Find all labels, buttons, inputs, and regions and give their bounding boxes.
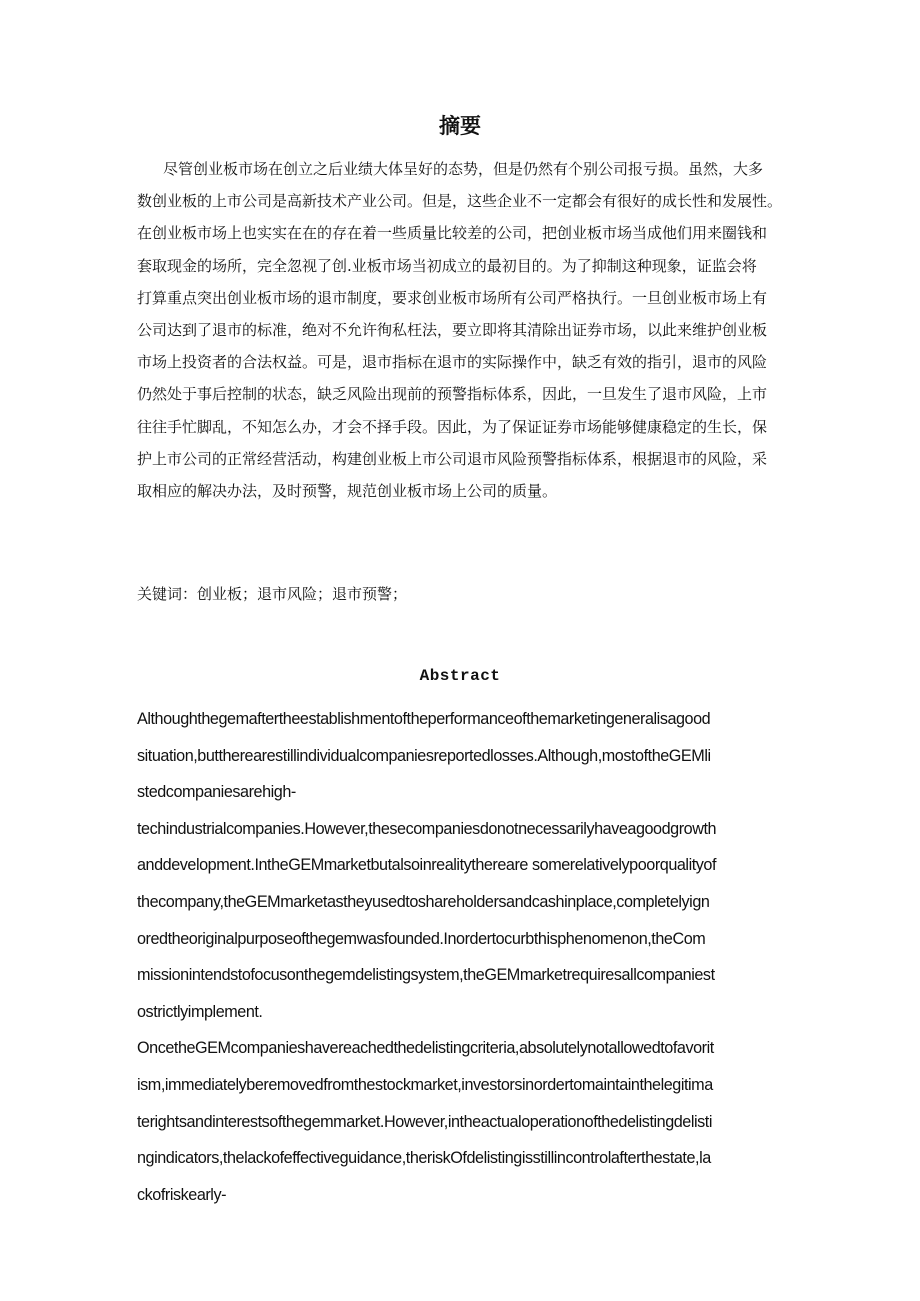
abstract-title-chinese: 摘要 (439, 114, 481, 138)
paragraph-line: thecompany,theGEMmarketastheyusedtoshareholdersandcashinplace,completelyign (137, 892, 710, 911)
paragraph-line: missionintendstofocusonthegemdelistingsystem,theGEMmarketrequiresallcompaniest (137, 966, 715, 985)
paragraph-line: ngindicators,thelackofeffectiveguidance,theriskOfdelistingisstillincontrolafterthestate,la (137, 1149, 711, 1168)
paragraph-line: ostrictlyimplement. (137, 1002, 263, 1021)
paragraph-line: 市场上投资者的合法权益。可是，退市指标在退市的实际操作中，缺乏有效的指引，退市的风险 (137, 353, 768, 372)
paragraph-line: 护上市公司的正常经营活动，构建创业板上市公司退市风险预警指标体系，根据退市的风险，采 (137, 449, 768, 468)
abstract-body-english (137, 701, 787, 1213)
paragraph-line: 在创业板市场上也实实在在的存在着一些质量比较差的公司，把创业板市场当成他们用来圈钱和 (137, 224, 768, 243)
paragraph-line: stedcompaniesarehigh- (137, 783, 296, 802)
paragraph-line: 公司达到了退市的标准，绝对不允许徇私枉法，要立即将其清除出证券市场，以此来维护创业板 (137, 320, 768, 339)
paragraph-line: Althoughthegemaftertheestablishmentoftheperformanceofthemarketingeneralisagood (137, 710, 711, 728)
paragraph-line: terightsandinterestsofthegemmarket.However,intheactualoperationofthedelistingdelisti (137, 1112, 712, 1131)
paragraph-line: situation,buttherearestillindividualcompaniesreportedlosses.Although,mostoftheGEMli (137, 746, 711, 765)
paragraph-line: 往往手忙脚乱，不知怎么办，才会不择手段。因此，为了保证证券市场能够健康稳定的生长，保 (137, 417, 768, 436)
keywords-chinese: 关键词：创业板；退市风险；退市预警； (137, 585, 408, 603)
paragraph-line: oredtheoriginalpurposeofthegemwasfounded.Inordertocurbthisphenomenon,theCom (137, 929, 706, 948)
paragraph-line: 仍然处于事后控制的状态，缺乏风险出现前的预警指标体系，因此，一旦发生了退市风险，上市 (137, 385, 768, 404)
paragraph-line: techindustrialcompanies.However,thesecompaniesdonotnecessarilyhaveagoodgrowth (137, 819, 717, 838)
paragraph-line: ckofriskearly- (137, 1185, 227, 1204)
paragraph-line: 打算重点突出创业板市场的退市制度，要求创业板市场所有公司严格执行。一旦创业板市场上有 (137, 288, 768, 307)
abstract-body-chinese (137, 153, 785, 507)
paragraph-line: OncetheGEMcompanieshavereachedthedelistingcriteria,absolutelynotallowedtofavorit (137, 1039, 714, 1058)
paragraph-line: 取相应的解决办法，及时预警，规范创业板市场上公司的质量。 (137, 481, 558, 500)
paragraph-line: 尽管创业板市场在创立之后业绩大体呈好的态势，但是仍然有个别公司报亏损。虽然，大多 (163, 160, 764, 178)
abstract-title-english: Abstract (419, 667, 501, 685)
paragraph-line: anddevelopment.IntheGEMmarketbutalsoinrealitythereare somerelativelypoorqualityof (137, 856, 717, 875)
paragraph-line: ism,immediatelyberemovedfromthestockmarket,investorsinordertomaintainthelegitima (137, 1075, 713, 1094)
paragraph-line: 数创业板的上市公司是高新技术产业公司。但是，这些企业不一定都会有很好的成长性和发展性。 (137, 192, 783, 211)
paragraph-line: 套取现金的场所，完全忽视了创.业板市场当初成立的最初目的。为了抑制这种现象，证监会将 (137, 256, 757, 275)
